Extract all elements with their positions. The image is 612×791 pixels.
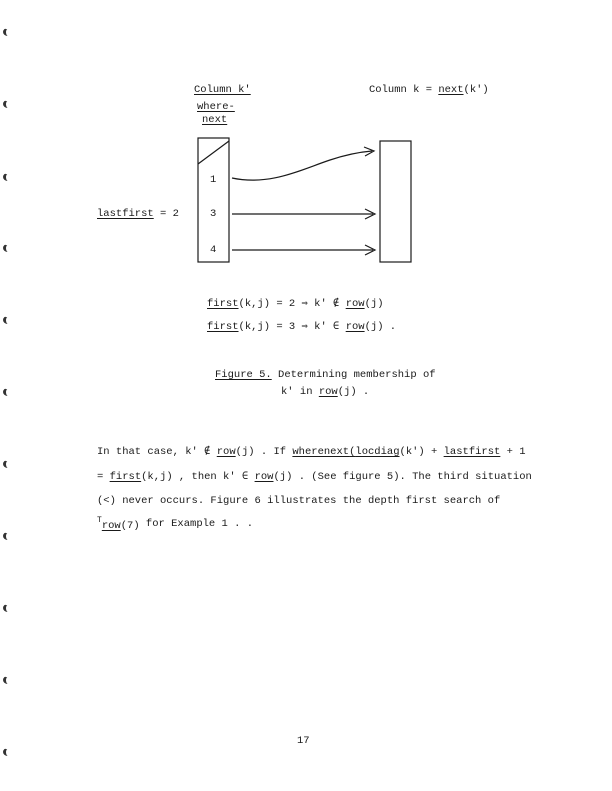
condition-2 [207, 320, 396, 333]
body-line-3: (<) never occurs. Figure 6 illustrates the depth first search of [97, 495, 501, 507]
text: (k') + [399, 446, 444, 458]
diagonal-slash [198, 141, 229, 164]
figure-label: Figure 5. [215, 369, 272, 381]
column-k-label [369, 84, 489, 96]
caption-text-1: Determining membership of [271, 369, 436, 381]
figure-5-graphics [0, 0, 612, 300]
page-number: 17 [297, 735, 310, 747]
cond1-args: (k,j) = 2 ⇒ k' ∉ [238, 298, 346, 310]
cond2-tail: (j) . [364, 321, 397, 333]
lastfirst-name: lastfirst [97, 208, 154, 220]
row-set: row [345, 321, 365, 333]
where-next-label-2: next [202, 114, 228, 126]
arrow-entry-1 [232, 151, 372, 180]
column-k-prefix: Column k = [369, 84, 439, 96]
text: = [97, 471, 110, 483]
binder-mark [3, 316, 13, 324]
binder-mark [3, 388, 13, 396]
column-k-box [380, 141, 411, 262]
body-line-1 [97, 445, 526, 458]
binder-mark [3, 532, 13, 540]
locdiag-term: locdiag [355, 446, 400, 458]
caption-text-2a: k' in [281, 386, 319, 398]
first-term: first [109, 471, 142, 483]
entry-1: 1 [210, 174, 217, 186]
binder-mark [3, 460, 13, 468]
caption-text-2b: (j) . [337, 386, 370, 398]
lastfirst-value: = 2 [153, 208, 179, 220]
text: for Example 1 . . [139, 518, 254, 530]
where-next-label-1: where- [197, 101, 235, 113]
figure-caption-line-1 [215, 369, 436, 381]
binder-mark [3, 748, 13, 756]
condition-1 [207, 297, 384, 310]
caption-row: row [318, 386, 338, 398]
cond1-tail: (j) [364, 298, 384, 310]
text: In that case, k' ∉ [97, 446, 217, 458]
lastfirst-term: lastfirst [443, 446, 501, 458]
cond2-args: (k,j) = 3 ⇒ k' ∈ [238, 321, 346, 333]
next-arg: (k') [463, 84, 489, 96]
row-term: row [254, 471, 274, 483]
body-line-2 [97, 470, 532, 483]
first-fn: first [207, 298, 239, 310]
row-arg: (7) [120, 520, 140, 532]
lastfirst-label [97, 208, 179, 220]
row-term: row [101, 520, 121, 532]
next-function: next [438, 84, 464, 96]
figure-caption-line-2 [281, 386, 369, 398]
text: (j) . If [235, 446, 293, 458]
sup-t: T [97, 516, 102, 525]
binder-mark [3, 604, 13, 612]
body-line-4 [97, 518, 253, 530]
wherenext-term: wherenext [292, 446, 350, 458]
text: + 1 [500, 446, 526, 458]
entry-3: 3 [210, 208, 217, 220]
row-set: row [345, 298, 365, 310]
binder-mark [3, 676, 13, 684]
column-k-prime-label: Column k' [194, 84, 251, 96]
text: (j) . (See figure 5). The third situation [273, 471, 532, 483]
text: ( [349, 446, 356, 458]
text: (k,j) , then k' ∈ [141, 471, 255, 483]
entry-4: 4 [210, 244, 217, 256]
row-term: row [216, 446, 236, 458]
first-fn: first [207, 321, 239, 333]
figure-5-diagram [0, 0, 612, 300]
